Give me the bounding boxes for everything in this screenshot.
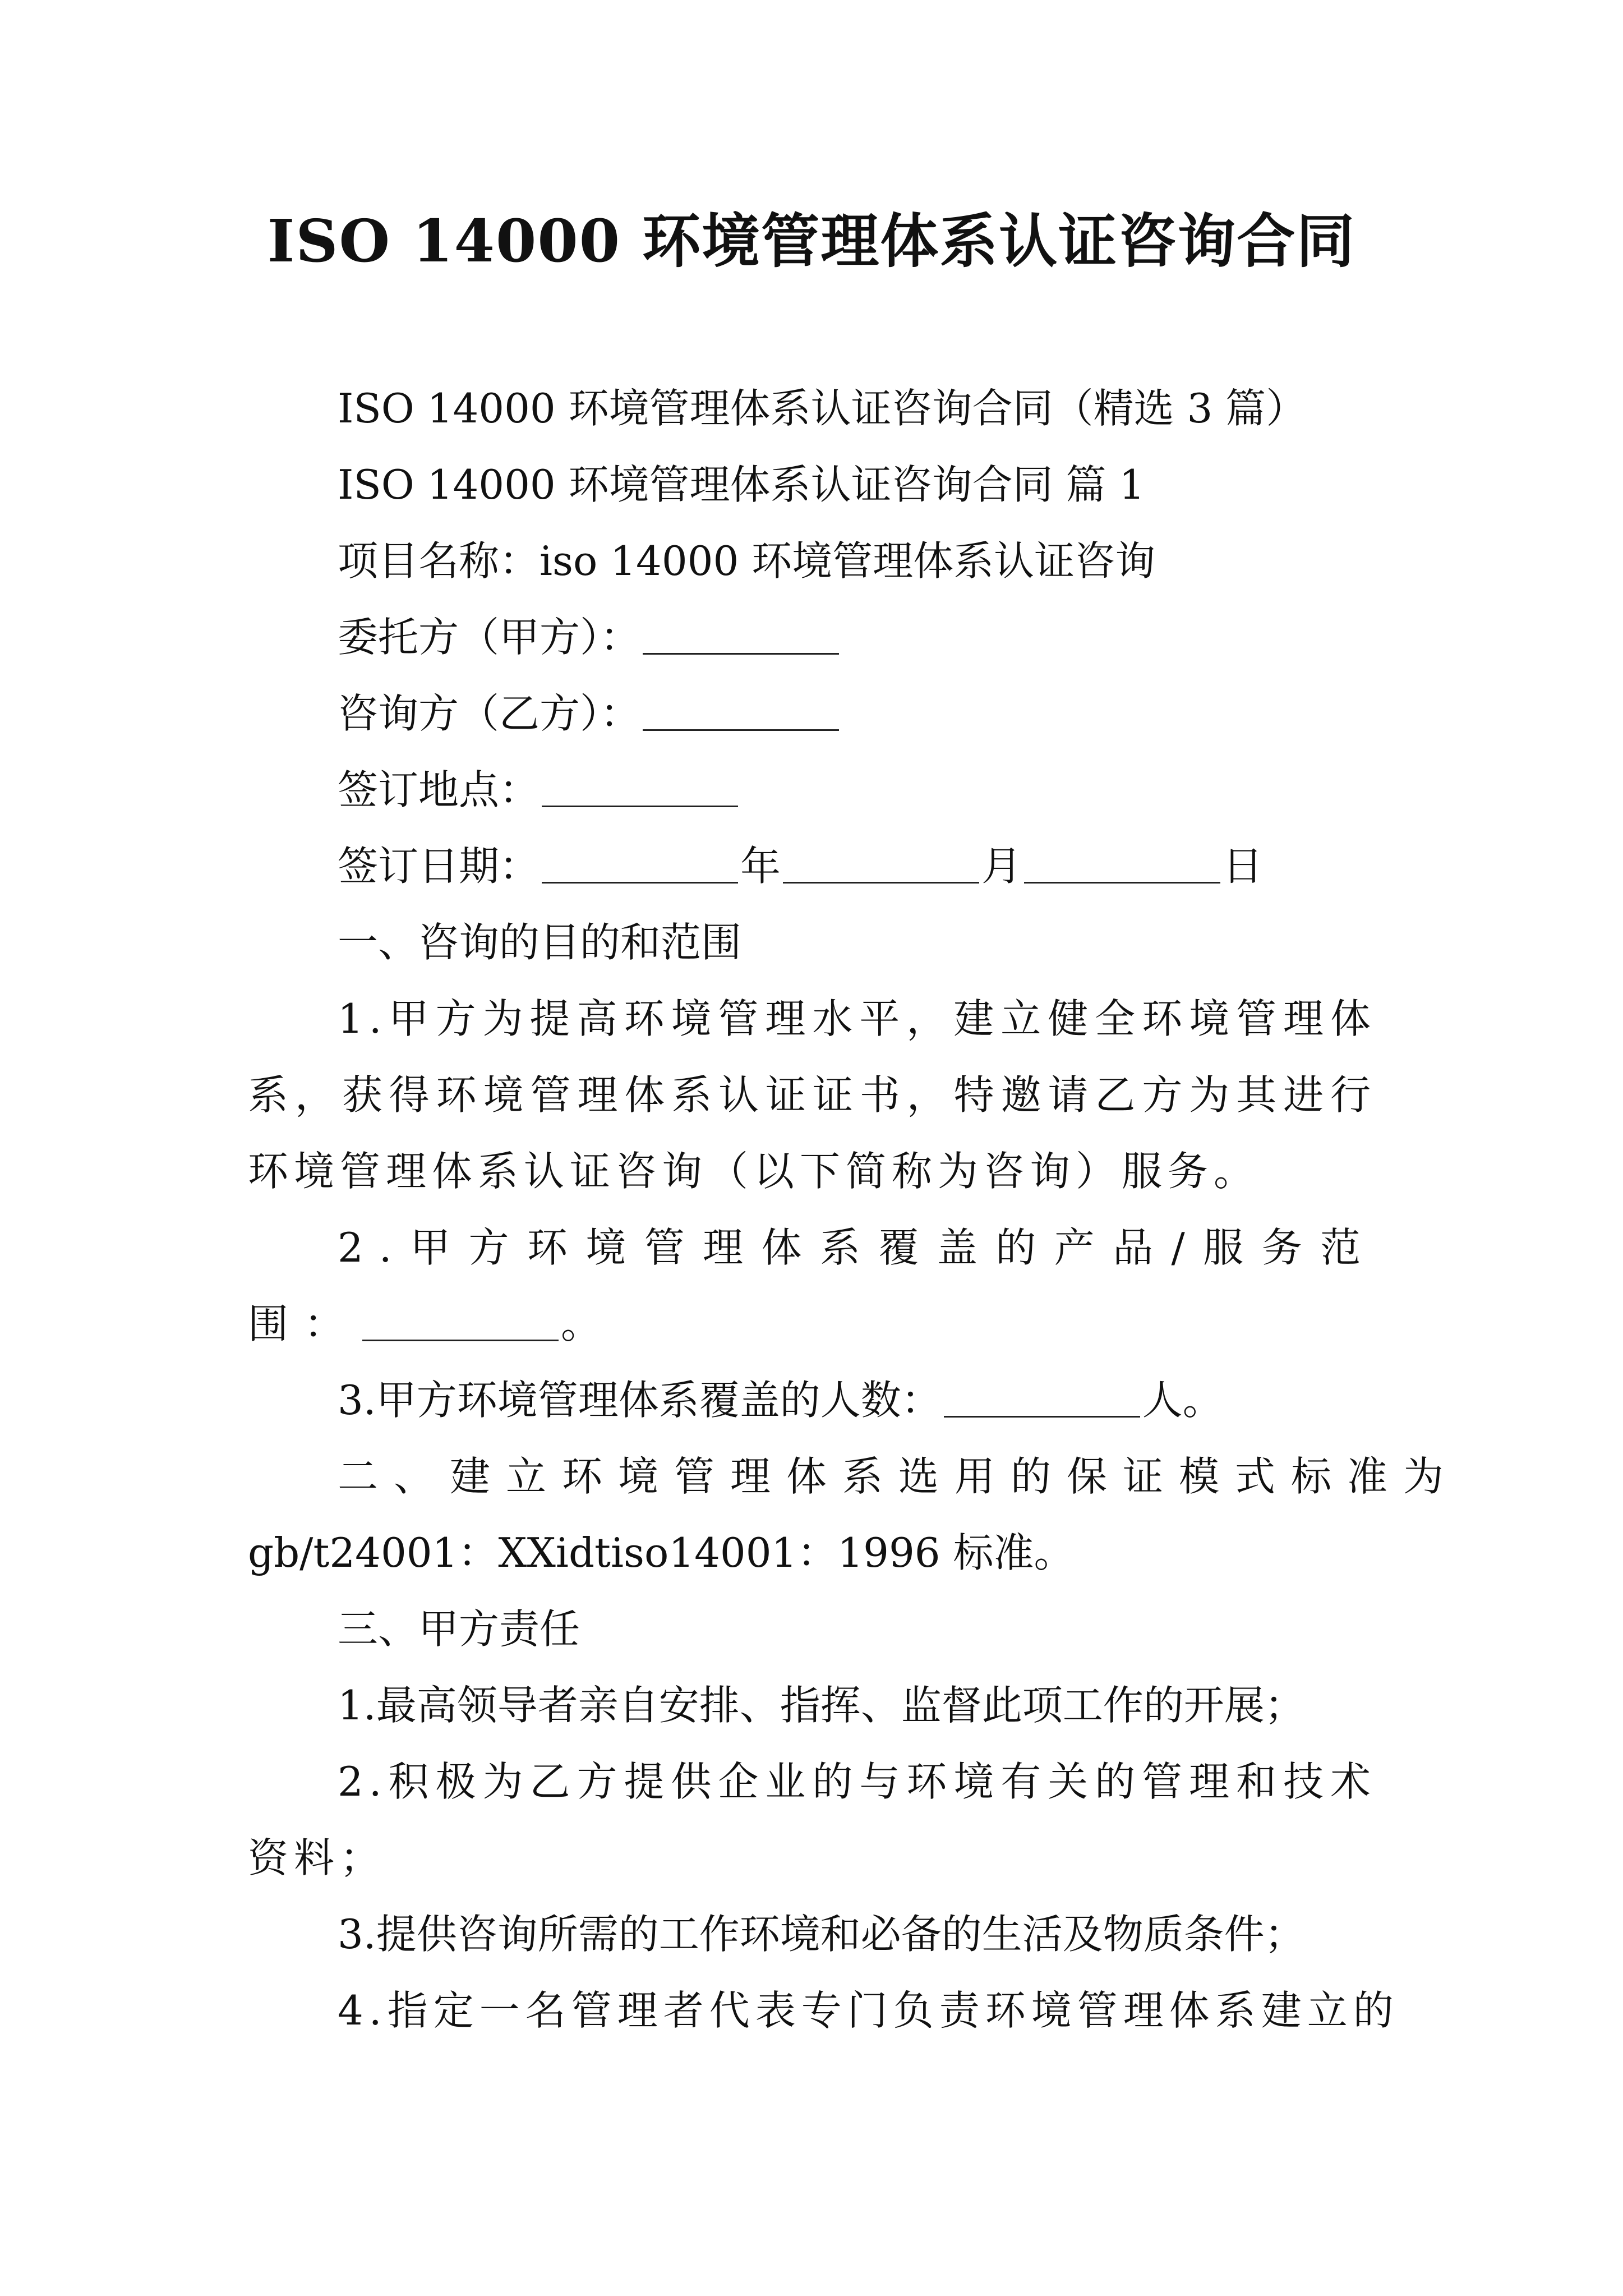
- day-blank: [1024, 841, 1220, 884]
- client-line: [248, 599, 1376, 675]
- document-body: [248, 370, 1460, 2049]
- section3-item2: 2.积极为乙方提供企业的与环境有关的管理和技术资料；: [248, 1758, 1376, 1881]
- section1-item2-text: 2.甲方环境管理体系覆盖的产品/服务范围：: [248, 1224, 1376, 1347]
- sign-date-label: 签订日期：: [338, 843, 540, 890]
- month-blank: [783, 841, 979, 884]
- sign-place-blank: [542, 765, 738, 807]
- section1-item2-end: 。: [561, 1300, 617, 1347]
- section1-item3-text: 3.甲方环境管理体系覆盖的人数：: [338, 1377, 942, 1424]
- headcount-blank: [944, 1375, 1140, 1418]
- collection-title: ISO 14000 环境管理体系认证咨询合同（精选 3 篇）: [338, 385, 1307, 432]
- consultant-line: [248, 675, 1376, 752]
- section3-item1: 1.最高领导者亲自安排、指挥、监督此项工作的开展；: [338, 1682, 1305, 1729]
- section1-heading: 一、咨询的目的和范围: [338, 919, 742, 966]
- consultant-label: 咨询方（乙方）：: [338, 690, 641, 737]
- section1-item1: 1.甲方为提高环境管理水平，建立健全环境管理体系，获得环境管理体系认证证书，特邀请乙方为其进行环境管理体系认证咨询（以下简称为咨询）服务。: [248, 995, 1376, 1195]
- sign-place-line: [248, 752, 1376, 828]
- section1-item2: [248, 1209, 1376, 1362]
- client-label: 委托方（甲方）：: [338, 614, 641, 661]
- project-name: 项目名称：iso 14000 环境管理体系认证咨询: [338, 537, 1156, 585]
- year-unit: 年: [740, 843, 781, 890]
- scope-blank: [362, 1299, 559, 1341]
- sign-place-label: 签订地点：: [338, 766, 540, 813]
- section2-line2: gb/t24001：XXidtiso14001：1996 标准。: [248, 1529, 1075, 1576]
- section2-line1: 二、建立环境管理体系选用的保证模式标准为: [338, 1453, 1460, 1500]
- document-title: ISO 14000 环境管理体系认证咨询合同: [267, 206, 1356, 275]
- month-unit: 月: [981, 843, 1022, 890]
- client-blank: [643, 613, 839, 655]
- year-blank: [542, 841, 738, 884]
- section1-item3-end: 人。: [1142, 1377, 1223, 1424]
- section3-item4: 4.指定一名管理者代表专门负责环境管理体系建立的: [338, 1987, 1399, 2034]
- section3-item3: 3.提供咨询所需的工作环境和必备的生活及物质条件；: [338, 1911, 1305, 1958]
- section1-item3: [248, 1362, 1376, 1438]
- day-unit: 日: [1223, 843, 1264, 890]
- part-title: ISO 14000 环境管理体系认证咨询合同 篇 1: [338, 461, 1145, 508]
- section3-heading: 三、甲方责任: [338, 1605, 580, 1653]
- consultant-blank: [643, 689, 839, 731]
- sign-date-line: [248, 828, 1376, 904]
